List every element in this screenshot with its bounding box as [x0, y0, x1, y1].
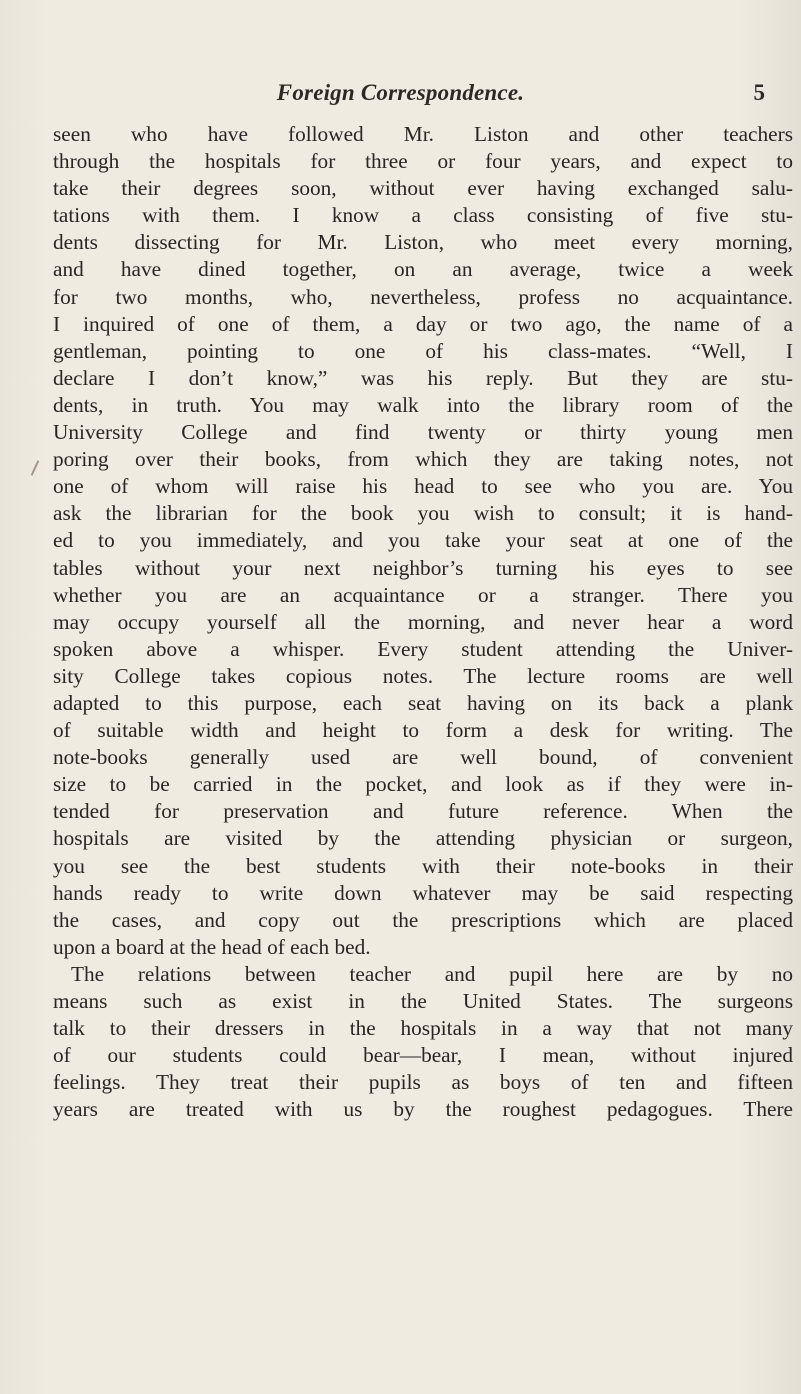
- text-line: the cases, and copy out the prescriptions which are placed: [53, 907, 793, 932]
- text-line: you see the best students with their note-books in their: [53, 853, 793, 878]
- text-line: for two months, who, nevertheless, profess no acquaintance.: [53, 284, 793, 309]
- text-line: declare I don’t know,” was his reply. But they are stu-: [53, 365, 793, 390]
- text-line: means such as exist in the United States. The surgeons: [53, 989, 793, 1013]
- text-line: I inquired of one of them, a day or two ago, the name of a: [53, 311, 793, 336]
- text-line: may occupy yourself all the morning, and never hear a word: [53, 609, 793, 634]
- text-line: through the hospitals for three or four years, and expect to: [53, 149, 793, 174]
- text-line: ed to you immediately, and you take your seat at one of the: [53, 528, 793, 553]
- margin-pencil-mark: [31, 460, 40, 475]
- text-line: size to be carried in the pocket, and look as if they were in-: [53, 772, 793, 797]
- body-text: [53, 121, 793, 1123]
- text-line: talk to their dressers in the hospitals in a way that not many: [53, 1016, 793, 1041]
- text-line: whether you are an acquaintance or a stranger. There you: [53, 582, 793, 607]
- text-line: of suitable width and height to form a desk for writing. The: [53, 718, 793, 743]
- text-line: spoken above a whisper. Every student attending the Univer-: [53, 636, 793, 661]
- text-line: years are treated with us by the roughest pedagogues. There: [53, 1097, 793, 1122]
- text-line: and have dined together, on an average, twice a week: [53, 257, 793, 282]
- text-line: dents dissecting for Mr. Liston, who meet every morning,: [53, 230, 793, 255]
- text-line-paragraph-start: The relations between teacher and pupil here are by no: [71, 961, 793, 986]
- running-head: [0, 80, 801, 110]
- text-line: tended for preservation and future reference. When the: [53, 799, 793, 824]
- text-line: sity College takes copious notes. The lecture rooms are well: [53, 663, 793, 688]
- running-title: Foreign Correspondence.: [276, 80, 525, 105]
- text-line: of our students could bear—bear, I mean, without injured: [53, 1043, 793, 1068]
- page-number: 5: [753, 80, 765, 105]
- text-line: tables without your next neighbor’s turning his eyes to see: [53, 555, 793, 580]
- text-line: adapted to this purpose, each seat having on its back a plank: [53, 690, 793, 715]
- text-line: dents, in truth. You may walk into the library room of the: [53, 392, 793, 417]
- text-line: gentleman, pointing to one of his class-mates. “Well, I: [53, 338, 793, 363]
- text-line: one of whom will raise his head to see who you are. You: [53, 474, 793, 499]
- text-line-paragraph-end: upon a board at the head of each bed.: [53, 934, 371, 959]
- text-line: tations with them. I know a class consisting of five stu-: [53, 203, 793, 228]
- text-line: ask the librarian for the book you wish to consult; it is hand-: [53, 501, 793, 526]
- text-line: hospitals are visited by the attending physician or surgeon,: [53, 826, 793, 851]
- text-line: feelings. They treat their pupils as boys of ten and fifteen: [53, 1070, 793, 1095]
- text-line: note-books generally used are well bound, of convenient: [53, 745, 793, 770]
- text-line: seen who have followed Mr. Liston and other teachers: [53, 122, 793, 146]
- text-line: take their degrees soon, without ever having exchanged salu-: [53, 176, 793, 201]
- text-line: University College and find twenty or thirty young men: [53, 420, 793, 445]
- text-line: hands ready to write down whatever may be said respecting: [53, 880, 793, 905]
- text-line: poring over their books, from which they are taking notes, not: [53, 447, 793, 472]
